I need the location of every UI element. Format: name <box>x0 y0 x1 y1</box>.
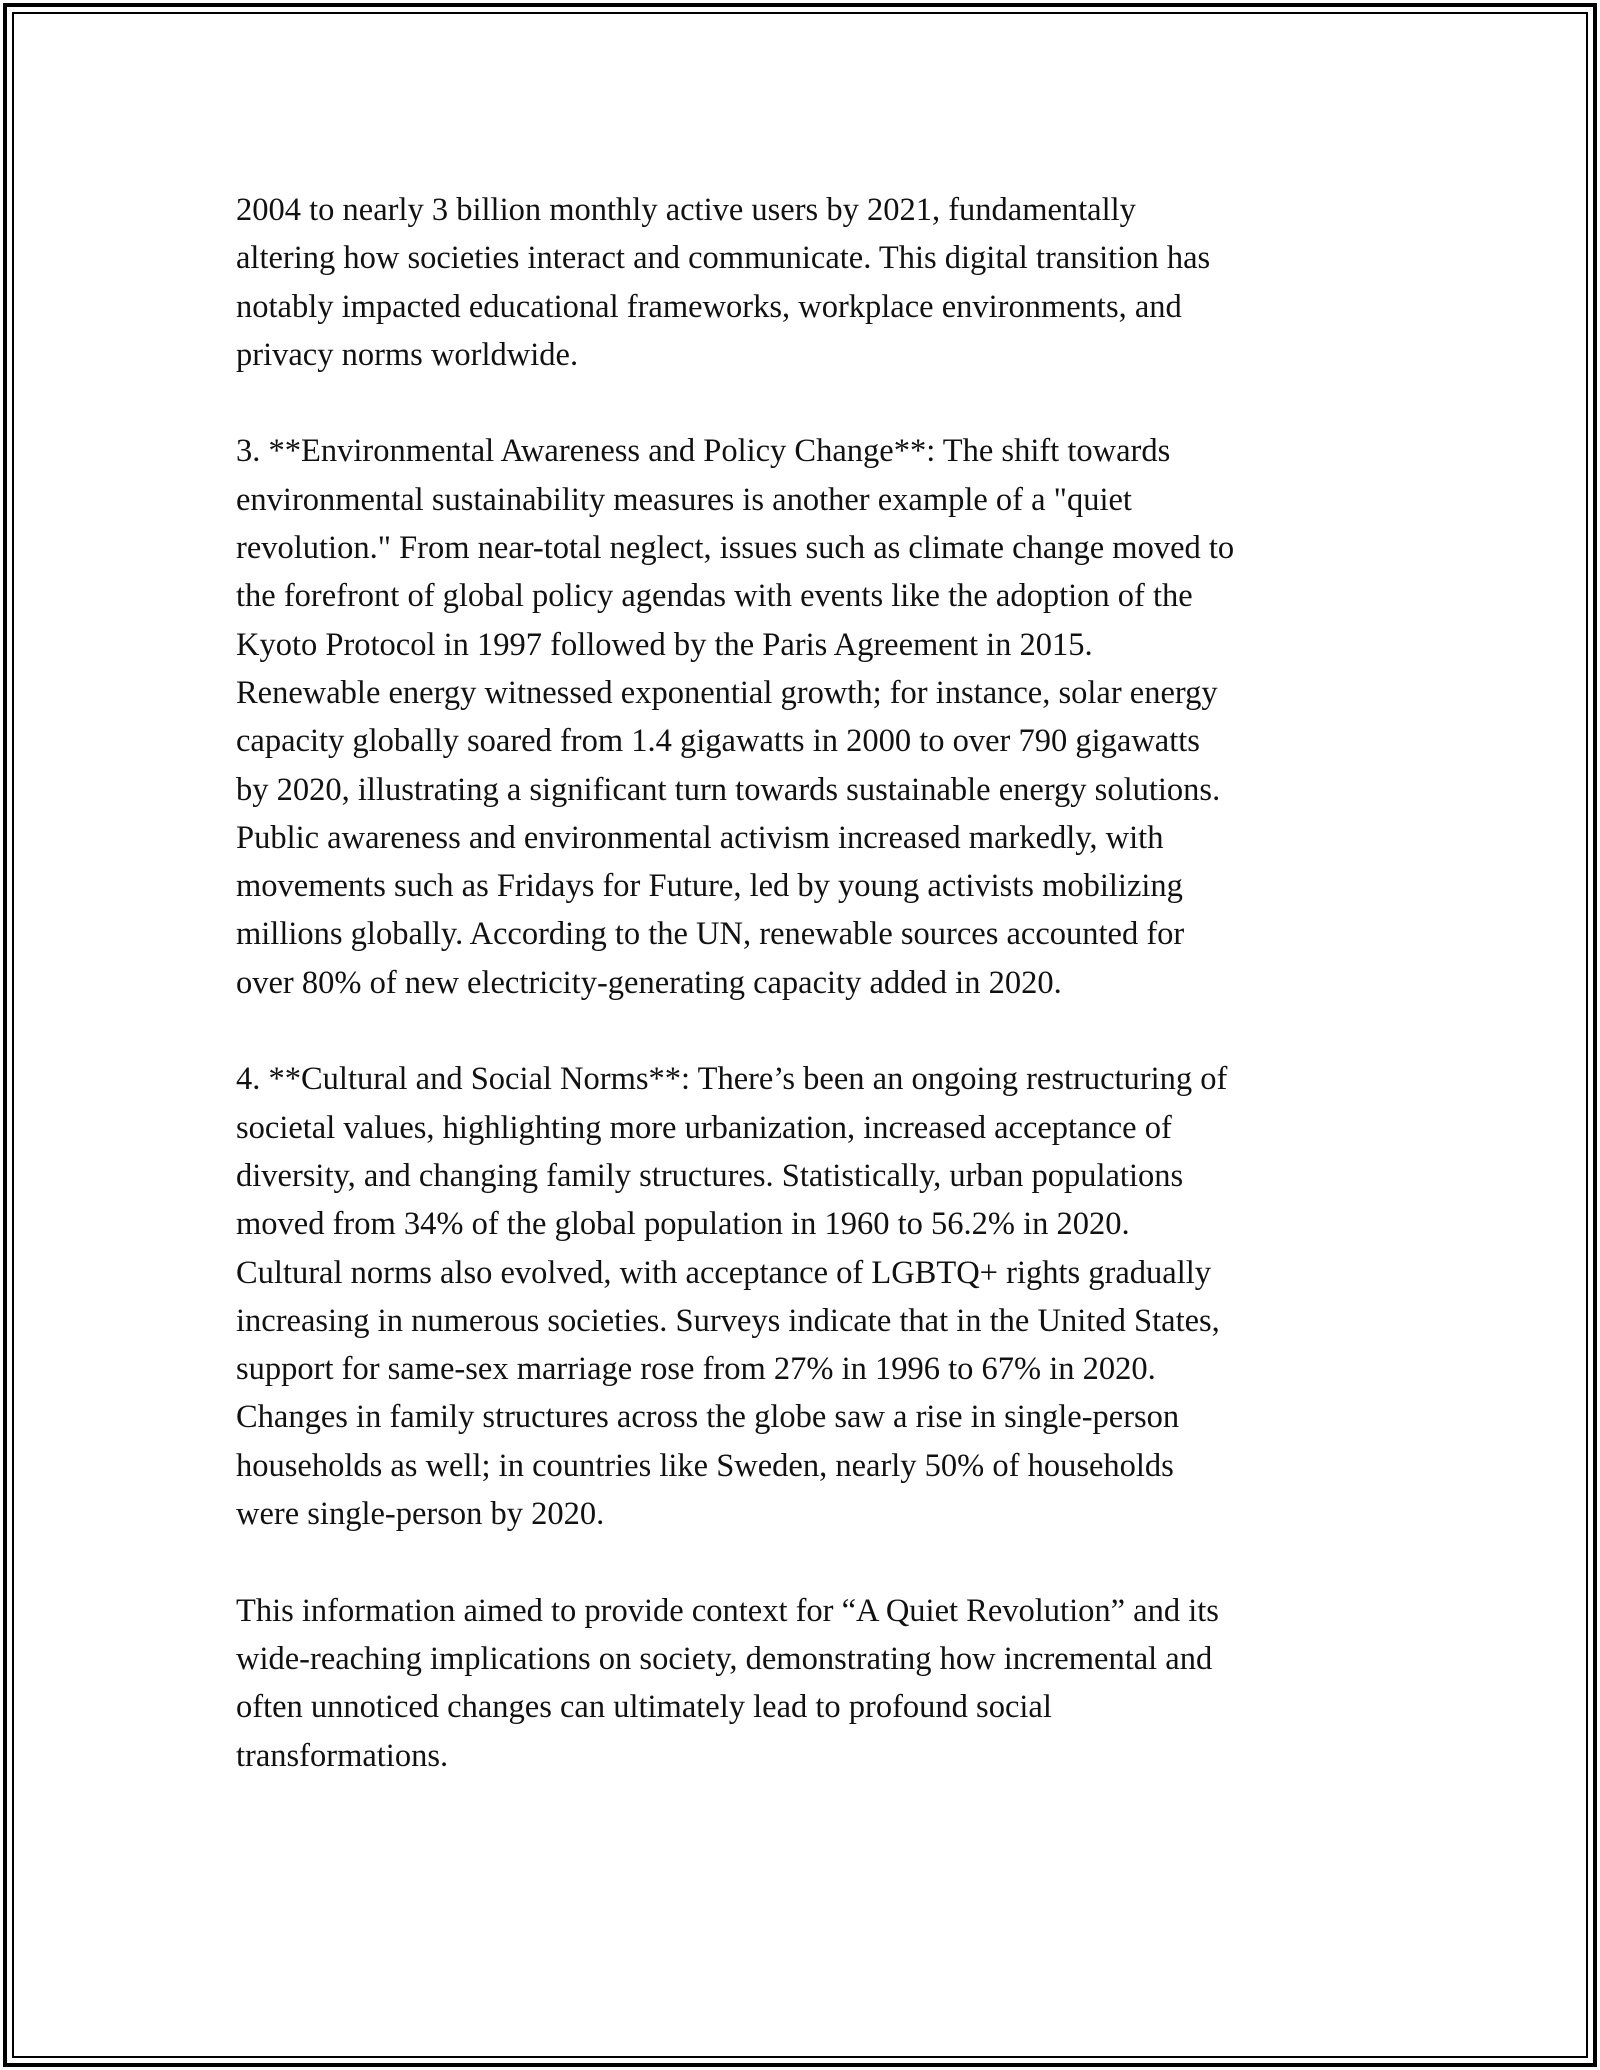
paragraph-cultural-social-norms: 4. **Cultural and Social Norms**: There’s been an ongoing restructuring of societal values, highlighting more urbanization, increased acceptance of diversity, and changing family structures. Statistically, urban populations moved from 34% of the global population in 1960 to 56.2% in 2020. Cultural norms also evolved, with acceptance of LGBTQ+ rights gradually increasing in numerous societies. Surveys indicate that in the United States, support for same-sex marriage rose from 27% in 1996 to 67% in 2020. Changes in family structures across the globe saw a rise in single-person households as well; in countries like Sweden, nearly 50% of households were single-person by 2020. <box>236 1061 1228 1533</box>
paragraph-conclusion: This information aimed to provide context for “A Quiet Revolution” and its wide-reaching implications on society, demonstrating how incremental and often unnoticed changes can ultimately lead to profound social transformations. <box>236 1592 1219 1774</box>
document-body <box>236 186 1396 1828</box>
paragraph-environmental-awareness: 3. **Environmental Awareness and Policy Change**: The shift towards environmental sustainability measures is another example of a "quiet revolution." From near-total neglect, issues such as climate change moved to the forefront of global policy agendas with events like the adoption of the Kyoto Protocol in 1997 followed by the Paris Agreement in 2015. Renewable energy witnessed exponential growth; for instance, solar energy capacity globally soared from 1.4 gigawatts in 2000 to over 790 gigawatts by 2020, illustrating a significant turn towards sustainable energy solutions. Public awareness and environmental activism increased markedly, with movements such as Fridays for Future, led by young activists mobilizing millions globally. According to the UN, renewable sources accounted for over 80% of new electricity-generating capacity added in 2020. <box>236 433 1235 1001</box>
paragraph-social-media-continuation: 2004 to nearly 3 billion monthly active users by 2021, fundamentally altering how societies interact and communicate. This digital transition has notably impacted educational frameworks, workplace environments, and privacy norms worldwide. <box>236 192 1211 373</box>
